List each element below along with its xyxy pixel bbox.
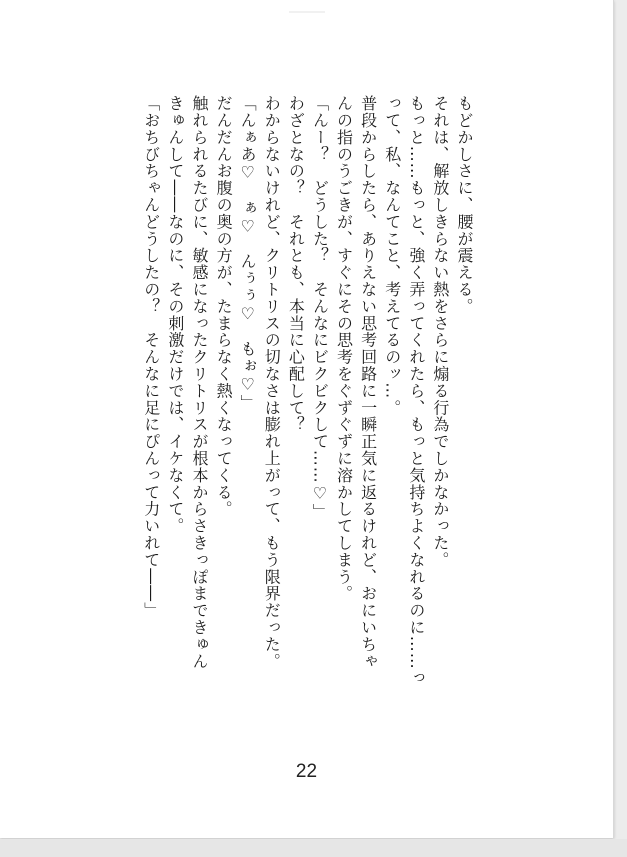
text-line: わからないけれど、クリトリスの切なさは膨れ上がって、もう限界だった。: [262, 95, 282, 670]
text-line: きゅんして――なのに、その刺激だけでは、イケなくて。: [165, 95, 185, 535]
text-line: んの指のうごきが、すぐにその思考をぐずぐずに溶かしてしまう。: [334, 95, 354, 602]
text-line: 「んぁあ♡ ぁ♡ んぅぅ♡ もぉ♡」: [238, 95, 258, 412]
text-line: 普段からしたら、ありえない思考回路に一瞬正気に返るけれど、おにいちゃ: [358, 95, 378, 670]
page-top-mark: [289, 11, 325, 13]
text-line: もっと……もっと、強く弄ってくれたら、もっと気持ちよくなれるのに……っ: [406, 95, 426, 687]
text-line: だんだんお腹の奥の方が、たまらなく熱くなってくる。: [214, 95, 234, 518]
viewer-bottom-bar: [0, 839, 627, 857]
text-line: 「んー？ どうした？ そんなにビクビクして……♡」: [310, 95, 330, 521]
text-line: 触れられるたびに、敏感になったクリトリスが根本からさきっぽまできゅん: [189, 95, 209, 670]
page-number: 22: [295, 761, 318, 782]
text-line: もどかしさに、腰が震える。: [455, 95, 474, 315]
text-line: それは、解放しきらない熱をさらに煽る行為でしかなかった。: [430, 95, 450, 569]
text-line: 「おちびちゃんどうしたの？ そんなに足にぴんって力いれて――」: [141, 95, 161, 619]
text-line: って、私、なんてこと、考えてるのッ…。: [382, 95, 402, 417]
text-line: わざとなの？ それとも、本当に心配して？: [286, 95, 306, 433]
vertical-text-body: [104, 95, 476, 730]
